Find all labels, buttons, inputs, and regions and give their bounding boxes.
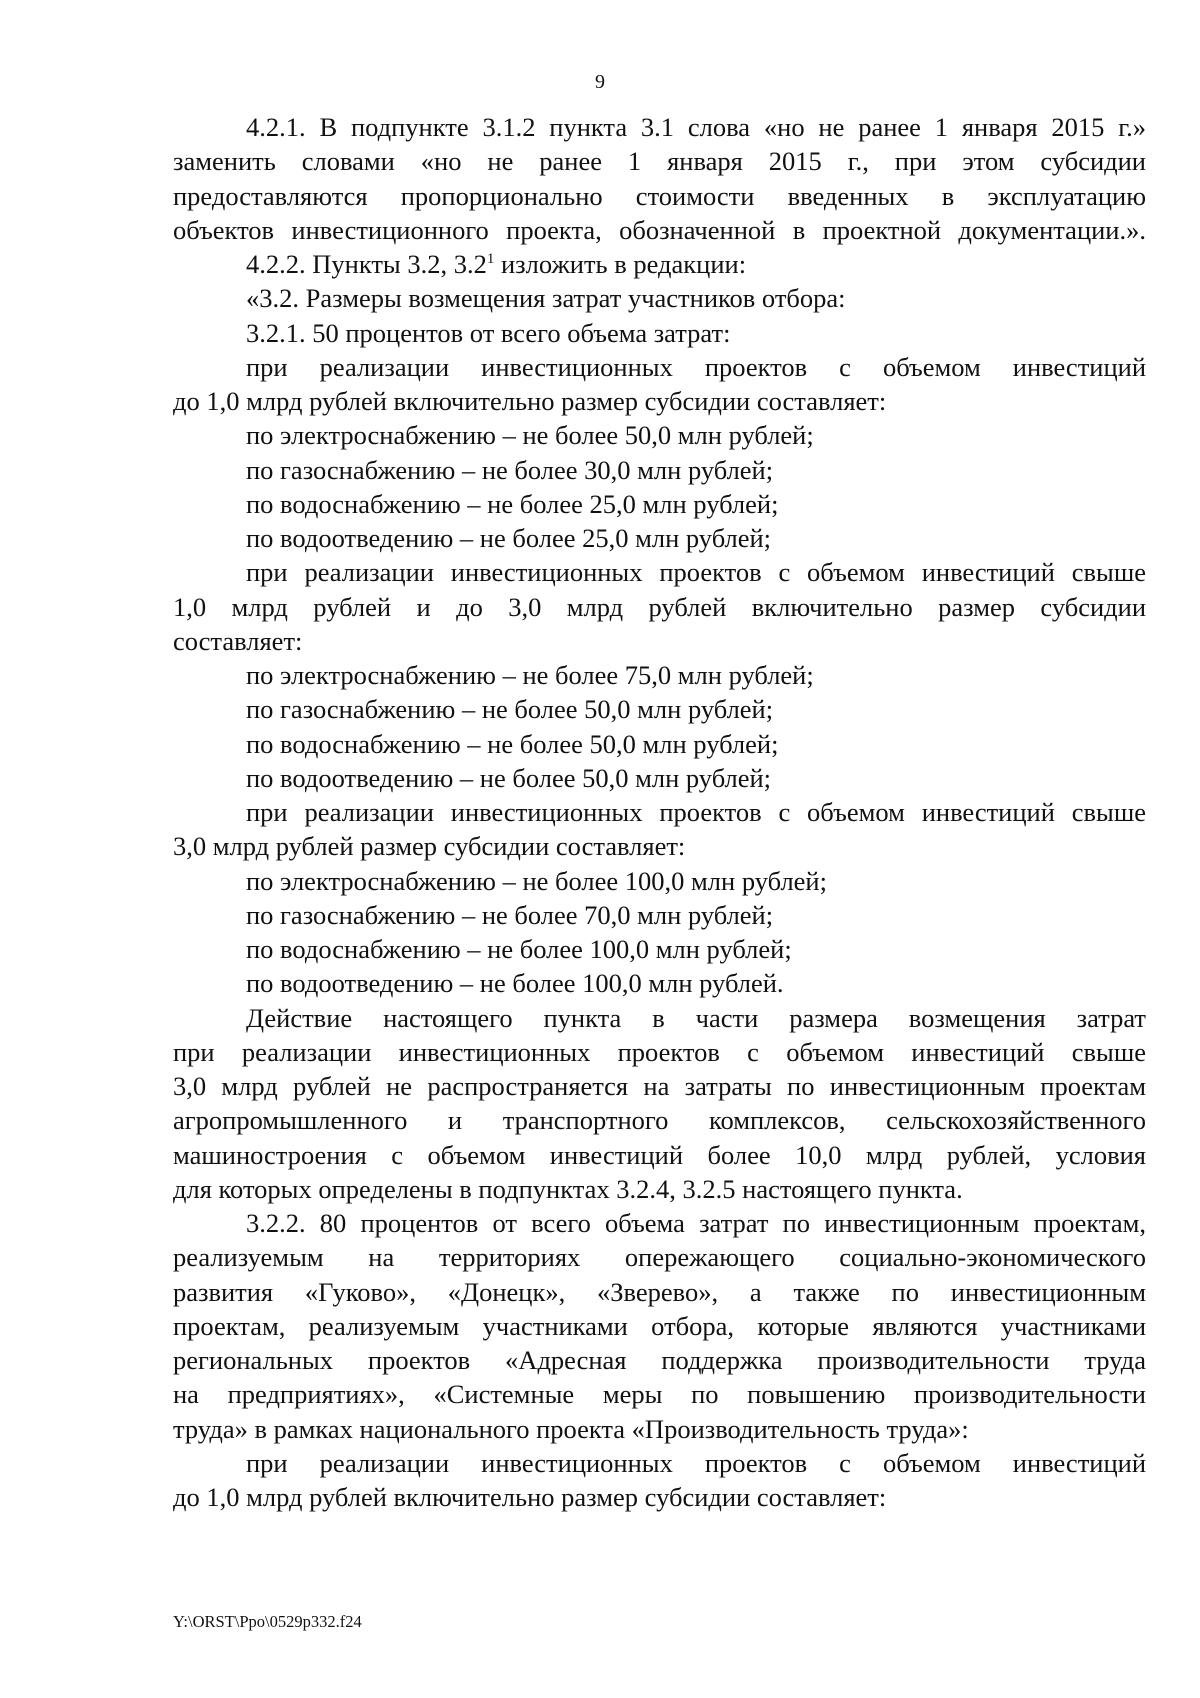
page-number: 9 <box>595 71 605 93</box>
text-line: для которых определены в подпунктах 3.2.4, 3.2.5 настоящего пункта. <box>173 1173 963 1204</box>
file-path-footer: Y:\ORST\Ppo\0529p332.f24 <box>173 1612 362 1631</box>
text-line: заменить словами «но не ранее 1 января 2015 г., при этом субсидии <box>173 146 1146 177</box>
text-line: по водоснабжению – не более 25,0 млн рублей; <box>246 488 779 519</box>
text-line: при реализации инвестиционных проектов с объемом инвестиций <box>246 1447 1146 1478</box>
text-line: 3.2.2. 80 процентов от всего объема затрат по инвестиционным проектам, <box>246 1208 1146 1238</box>
text-line: при реализации инвестиционных проектов с объемом инвестиций свыше <box>246 557 1146 588</box>
text-line: до 1,0 млрд рублей включительно размер субсидии составляет: <box>173 1482 887 1512</box>
text-line: 4.2.1. В подпункте 3.1.2 пункта 3.1 слова «но не ранее 1 января 2015 г.» <box>246 112 1146 142</box>
text-line: по электроснабжению – не более 100,0 млн рублей; <box>246 865 827 896</box>
text-line: по водоснабжению – не более 50,0 млн рублей; <box>246 728 779 759</box>
text-line: по водоотведению – не более 50,0 млн рублей; <box>246 762 772 793</box>
text-line: 1,0 млрд рублей и до 3,0 млрд рублей включительно размер субсидии <box>173 591 1146 622</box>
text-line: предоставляются пропорционально стоимости введенных в эксплуатацию <box>173 180 1146 211</box>
superscript: 1 <box>486 251 495 268</box>
text-line: по газоснабжению – не более 70,0 млн рублей; <box>246 899 774 930</box>
text-line: по электроснабжению – не более 75,0 млн рублей; <box>246 660 814 690</box>
text-line: региональных проектов «Адресная поддержка производительности труда <box>173 1345 1146 1375</box>
text-line: при реализации инвестиционных проектов с объемом инвестиций <box>246 351 1146 382</box>
text-line: при реализации инвестиционных проектов с объемом инвестиций свыше <box>173 1036 1146 1067</box>
text-fragment: изложить в редакции: <box>494 249 747 279</box>
text-fragment: 4.2.2. Пункты 3.2, 3.2 <box>246 249 487 279</box>
text-line: агропромышленного и транспортного комплексов, сельскохозяйственного <box>173 1105 1146 1136</box>
text-line: на предприятиях», «Системные меры по повышению производительности <box>173 1379 1146 1410</box>
text-line: по водоснабжению – не более 100,0 млн рублей; <box>246 934 792 964</box>
text-line: составляет: <box>173 625 303 656</box>
text-line: Действие настоящего пункта в части размера возмещения затрат <box>246 1002 1146 1033</box>
text-line: по газоснабжению – не более 30,0 млн рублей; <box>246 454 774 485</box>
text-line: «3.2. Размеры возмещения затрат участников отбора: <box>246 283 846 314</box>
text-line: по электроснабжению – не более 50,0 млн рублей; <box>246 420 814 451</box>
text-line: развития «Гуково», «Донецк», «Зверево», а также по инвестиционным <box>173 1276 1146 1307</box>
document-body <box>173 110 1146 1514</box>
text-line: при реализации инвестиционных проектов с объемом инвестиций свыше <box>246 797 1146 827</box>
text-line: до 1,0 млрд рублей включительно размер субсидии составляет: <box>173 386 887 416</box>
text-line: проектам, реализуемым участниками отбора, которые являются участниками <box>173 1310 1146 1341</box>
text-line: по водоотведению – не более 100,0 млн рублей. <box>246 968 784 999</box>
text-line: 3,0 млрд рублей размер субсидии составляет: <box>173 831 686 862</box>
text-line: по газоснабжению – не более 50,0 млн рублей; <box>246 694 774 725</box>
text-line: 3,0 млрд рублей не распространяется на затраты по инвестиционным проектам <box>173 1071 1146 1101</box>
text-line: 3.2.1. 50 процентов от всего объема затрат: <box>246 317 731 348</box>
text-line <box>173 247 1146 281</box>
text-line: машиностроения с объемом инвестиций более 10,0 млрд рублей, условия <box>173 1139 1146 1170</box>
text-line: реализуемым на территориях опережающего социально-экономического <box>173 1242 1146 1273</box>
text-line: объектов инвестиционного проекта, обозначенной в проектной документации.». <box>173 214 1146 245</box>
text-line: по водоотведению – не более 25,0 млн рублей; <box>246 523 772 553</box>
text-line: труда» в рамках национального проекта «Производительность труда»: <box>173 1413 969 1444</box>
